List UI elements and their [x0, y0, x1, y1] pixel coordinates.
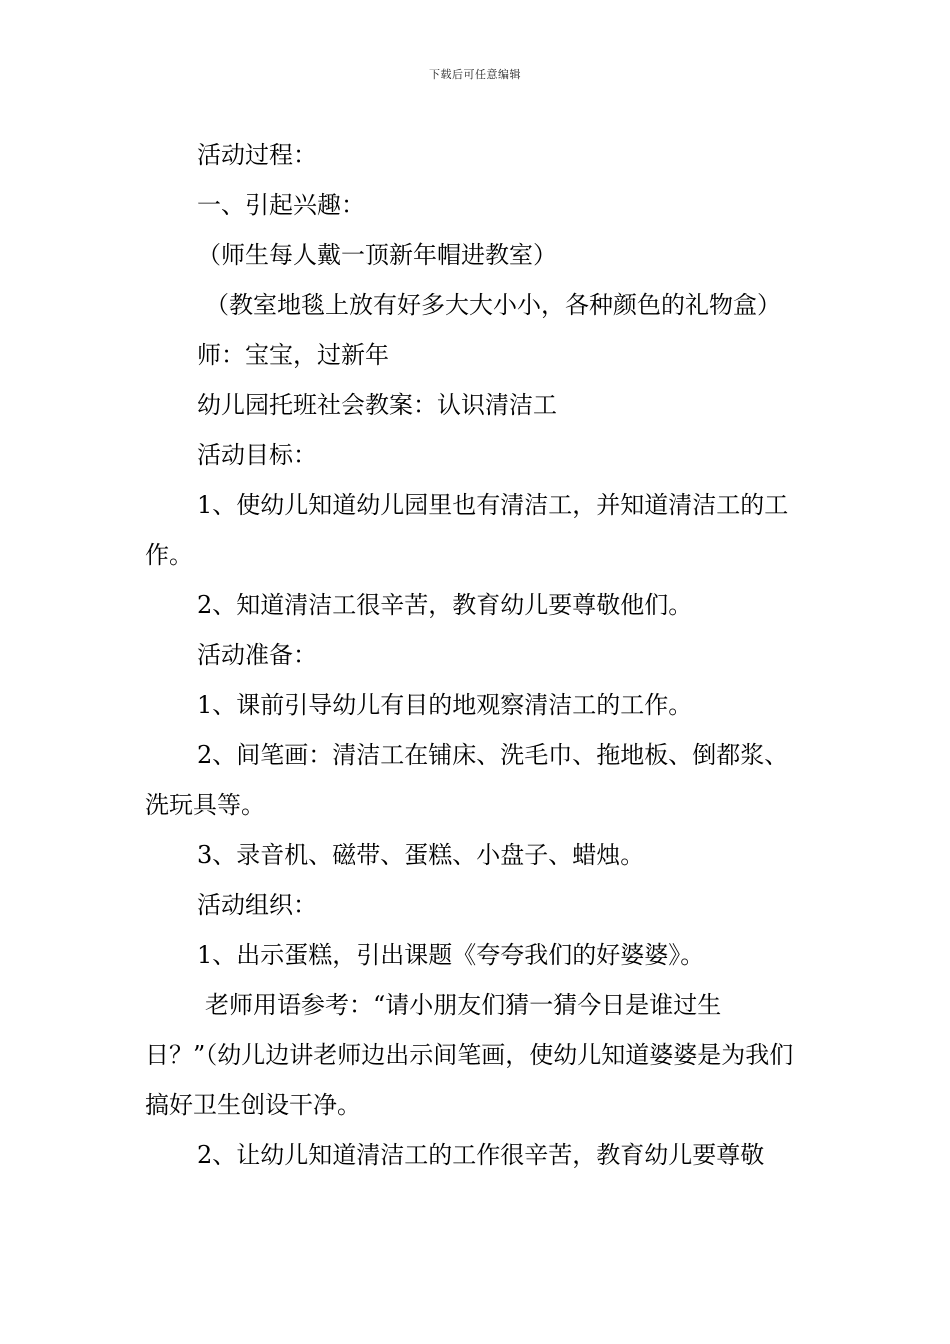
paragraph-teacher-line: 师：宝宝，过新年: [197, 341, 389, 369]
paragraph-gift-box-note: （教室地毯上放有好多大大小小，各种颜色的礼物盒）: [205, 291, 781, 319]
paragraph-prep-heading: 活动准备：: [197, 641, 317, 669]
document-body: [145, 130, 810, 1180]
paragraph-org-1: 1、出示蛋糕，引出课题《夸夸我们的好婆婆》。: [197, 941, 705, 969]
paragraph-hat-note: （师生每人戴一顶新年帽进教室）: [197, 241, 557, 269]
paragraph-goal-1: 1、使幼儿知道幼儿园里也有清洁工，并知道清洁工的工作。: [145, 491, 789, 569]
paragraph-activity-process: 活动过程：: [197, 141, 317, 169]
paragraph-org-heading: 活动组织：: [197, 891, 317, 919]
paragraph-org-2: 2、让幼儿知道清洁工的工作很辛苦，教育幼儿要尊敬: [197, 1141, 765, 1169]
paragraph-lesson-title: 幼儿园托班社会教案：认识清洁工: [197, 391, 557, 419]
paragraph-prep-3: 3、录音机、磁带、蛋糕、小盘子、蜡烛。: [197, 841, 645, 869]
paragraph-teacher-reference: 老师用语参考：“请小朋友们猜一猜今日是谁过生日？”（幼儿边讲老师边出示间笔画，使幼儿知道婆婆是为我们搞好卫生创设干净。: [145, 991, 794, 1119]
paragraph-arouse-interest: 一、引起兴趣：: [197, 191, 365, 219]
paragraph-prep-1: 1、课前引导幼儿有目的地观察清洁工的工作。: [197, 691, 693, 719]
paragraph-prep-2: 2、间笔画：清洁工在铺床、洗毛巾、拖地板、倒都浆、洗玩具等。: [145, 741, 789, 819]
paragraph-goals-heading: 活动目标：: [197, 441, 317, 469]
page-header: 下载后可任意编辑: [429, 68, 521, 81]
paragraph-goal-2: 2、知道清洁工很辛苦，教育幼儿要尊敬他们。: [197, 591, 693, 619]
